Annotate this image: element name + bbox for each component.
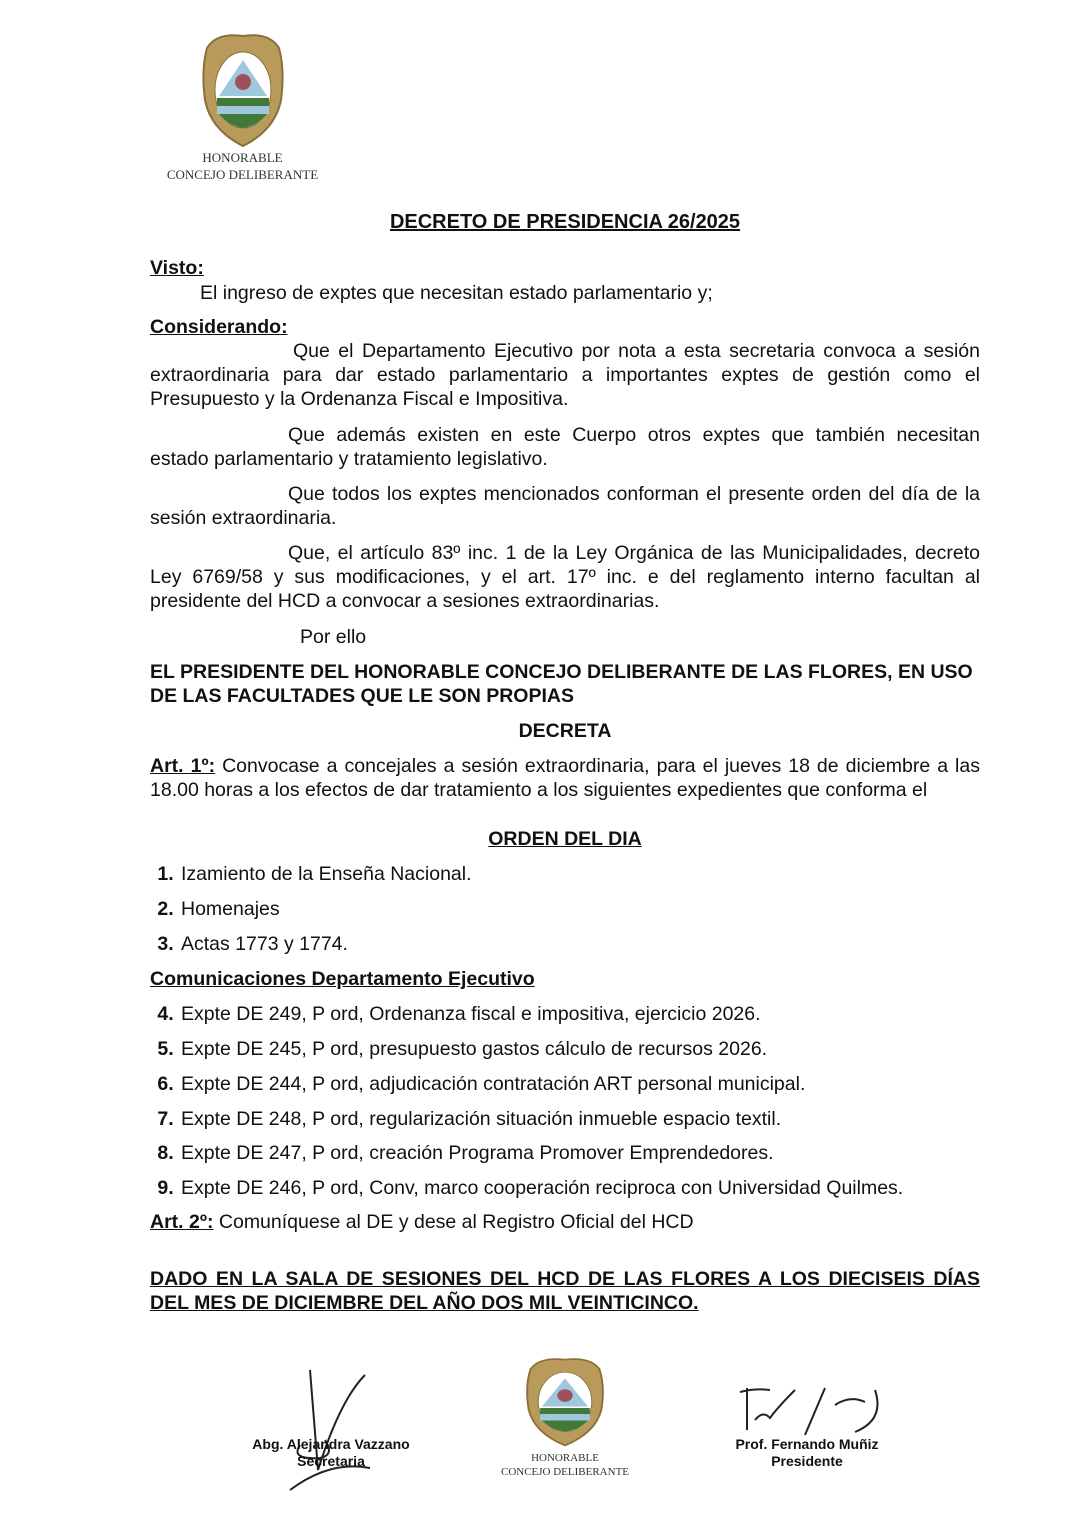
footer-seal	[485, 1355, 645, 1480]
article-2-text: Comuníquese al DE y dese al Registro Oficial del HCD	[213, 1211, 694, 1233]
list-item: 8. Expte DE 247, P ord, creación Programa Promover Emprendedores.	[157, 1142, 774, 1164]
decreta-heading: DECRETA	[518, 720, 612, 742]
list-item: 1. Izamiento de la Enseña Nacional.	[157, 863, 472, 885]
signature-right-icon	[735, 1380, 885, 1440]
article-2	[150, 1210, 980, 1234]
orden-del-dia-heading: ORDEN DEL DIA	[488, 828, 642, 850]
dado-closing: DADO EN LA SALA DE SESIONES DEL HCD DE LAS FLORES A LOS DIECISEIS DÍAS DEL MES DE DICIEMBRE DEL AÑO DOS MIL VEINTICINCO.	[150, 1268, 980, 1314]
seal-line-2: CONCEJO DELIBERANTE	[500, 1466, 630, 1478]
signature-block-left	[211, 1436, 451, 1470]
considerando-paragraph: Que todos los exptes mencionados conforman el presente orden del día de la sesión extraordinaria.	[150, 483, 980, 529]
seal-line-2: CONCEJO DELIBERANTE	[166, 167, 319, 182]
considerando-label: Considerando:	[150, 316, 288, 338]
visto-text: El ingreso de exptes que necesitan estado parlamentario y;	[200, 282, 713, 304]
preamble: EL PRESIDENTE DEL HONORABLE CONCEJO DELIBERANTE DE LAS FLORES, EN USO DE LAS FACULTADES QUE LE SON PROPIAS	[150, 661, 973, 707]
signer-role: Presidente	[771, 1453, 843, 1469]
list-item: 9. Expte DE 246, P ord, Conv, marco cooperación reciproca con Universidad Quilmes.	[157, 1177, 904, 1199]
header-seal	[150, 30, 335, 190]
list-item: 5. Expte DE 245, P ord, presupuesto gastos cálculo de recursos 2026.	[157, 1038, 768, 1060]
list-item: 7. Expte DE 248, P ord, regularización situación inmueble espacio textil.	[157, 1108, 782, 1130]
article-1-label: Art. 1º:	[150, 755, 216, 777]
comunicaciones-heading: Comunicaciones Departamento Ejecutivo	[150, 968, 535, 990]
considerando-paragraph: Que, el artículo 83º inc. 1 de la Ley Orgánica de las Municipalidades, decreto Ley 6769/58 y sus modificaciones, y el art. 17º inc. e del reglamento interno facultan al presidente del HCD a convocar a sesiones extraordinarias.	[150, 542, 980, 612]
signature-left-icon	[280, 1360, 390, 1500]
por-ello: Por ello	[300, 626, 367, 648]
list-item: 6. Expte DE 244, P ord, adjudicación contratación ART personal municipal.	[157, 1073, 806, 1095]
seal-line-1: HONORABLE	[531, 1452, 599, 1464]
list-item: 2. Homenajes	[157, 898, 280, 920]
list-item: 3. Actas 1773 y 1774.	[157, 933, 348, 955]
visto-label: Visto:	[150, 257, 204, 279]
article-1-text: Convocase a concejales a sesión extraordinaria, para el jueves 18 de diciembre a las 18.00 horas a los efectos de dar tratamiento a los siguientes expedientes que conforma el	[150, 755, 980, 801]
coat-of-arms-icon	[521, 1355, 609, 1447]
considerando-paragraph: Que el Departamento Ejecutivo por nota a esta secretaria convoca a sesión extraordinaria para dar estado parlamentario a importantes exptes de gestión como el Presupuesto y la Ordenanza Fiscal e Impositiva.	[150, 340, 980, 410]
article-2-label: Art. 2º:	[150, 1211, 214, 1233]
signer-name: Abg. Alejandra Vazzano	[252, 1436, 410, 1452]
article-1	[150, 754, 980, 802]
page-title: DECRETO DE PRESIDENCIA 26/2025	[389, 211, 741, 233]
seal-line-1: HONORABLE	[202, 150, 283, 165]
coat-of-arms-icon	[197, 30, 289, 148]
list-item: 4. Expte DE 249, P ord, Ordenanza fiscal e impositiva, ejercicio 2026.	[157, 1003, 761, 1025]
signature-block-right	[687, 1436, 927, 1470]
signer-role: Secretaria	[297, 1453, 365, 1469]
considerando-paragraph: Que además existen en este Cuerpo otros exptes que también necesitan estado parlamentario y tratamiento legislativo.	[150, 424, 980, 470]
signer-name: Prof. Fernando Muñiz	[735, 1436, 879, 1452]
